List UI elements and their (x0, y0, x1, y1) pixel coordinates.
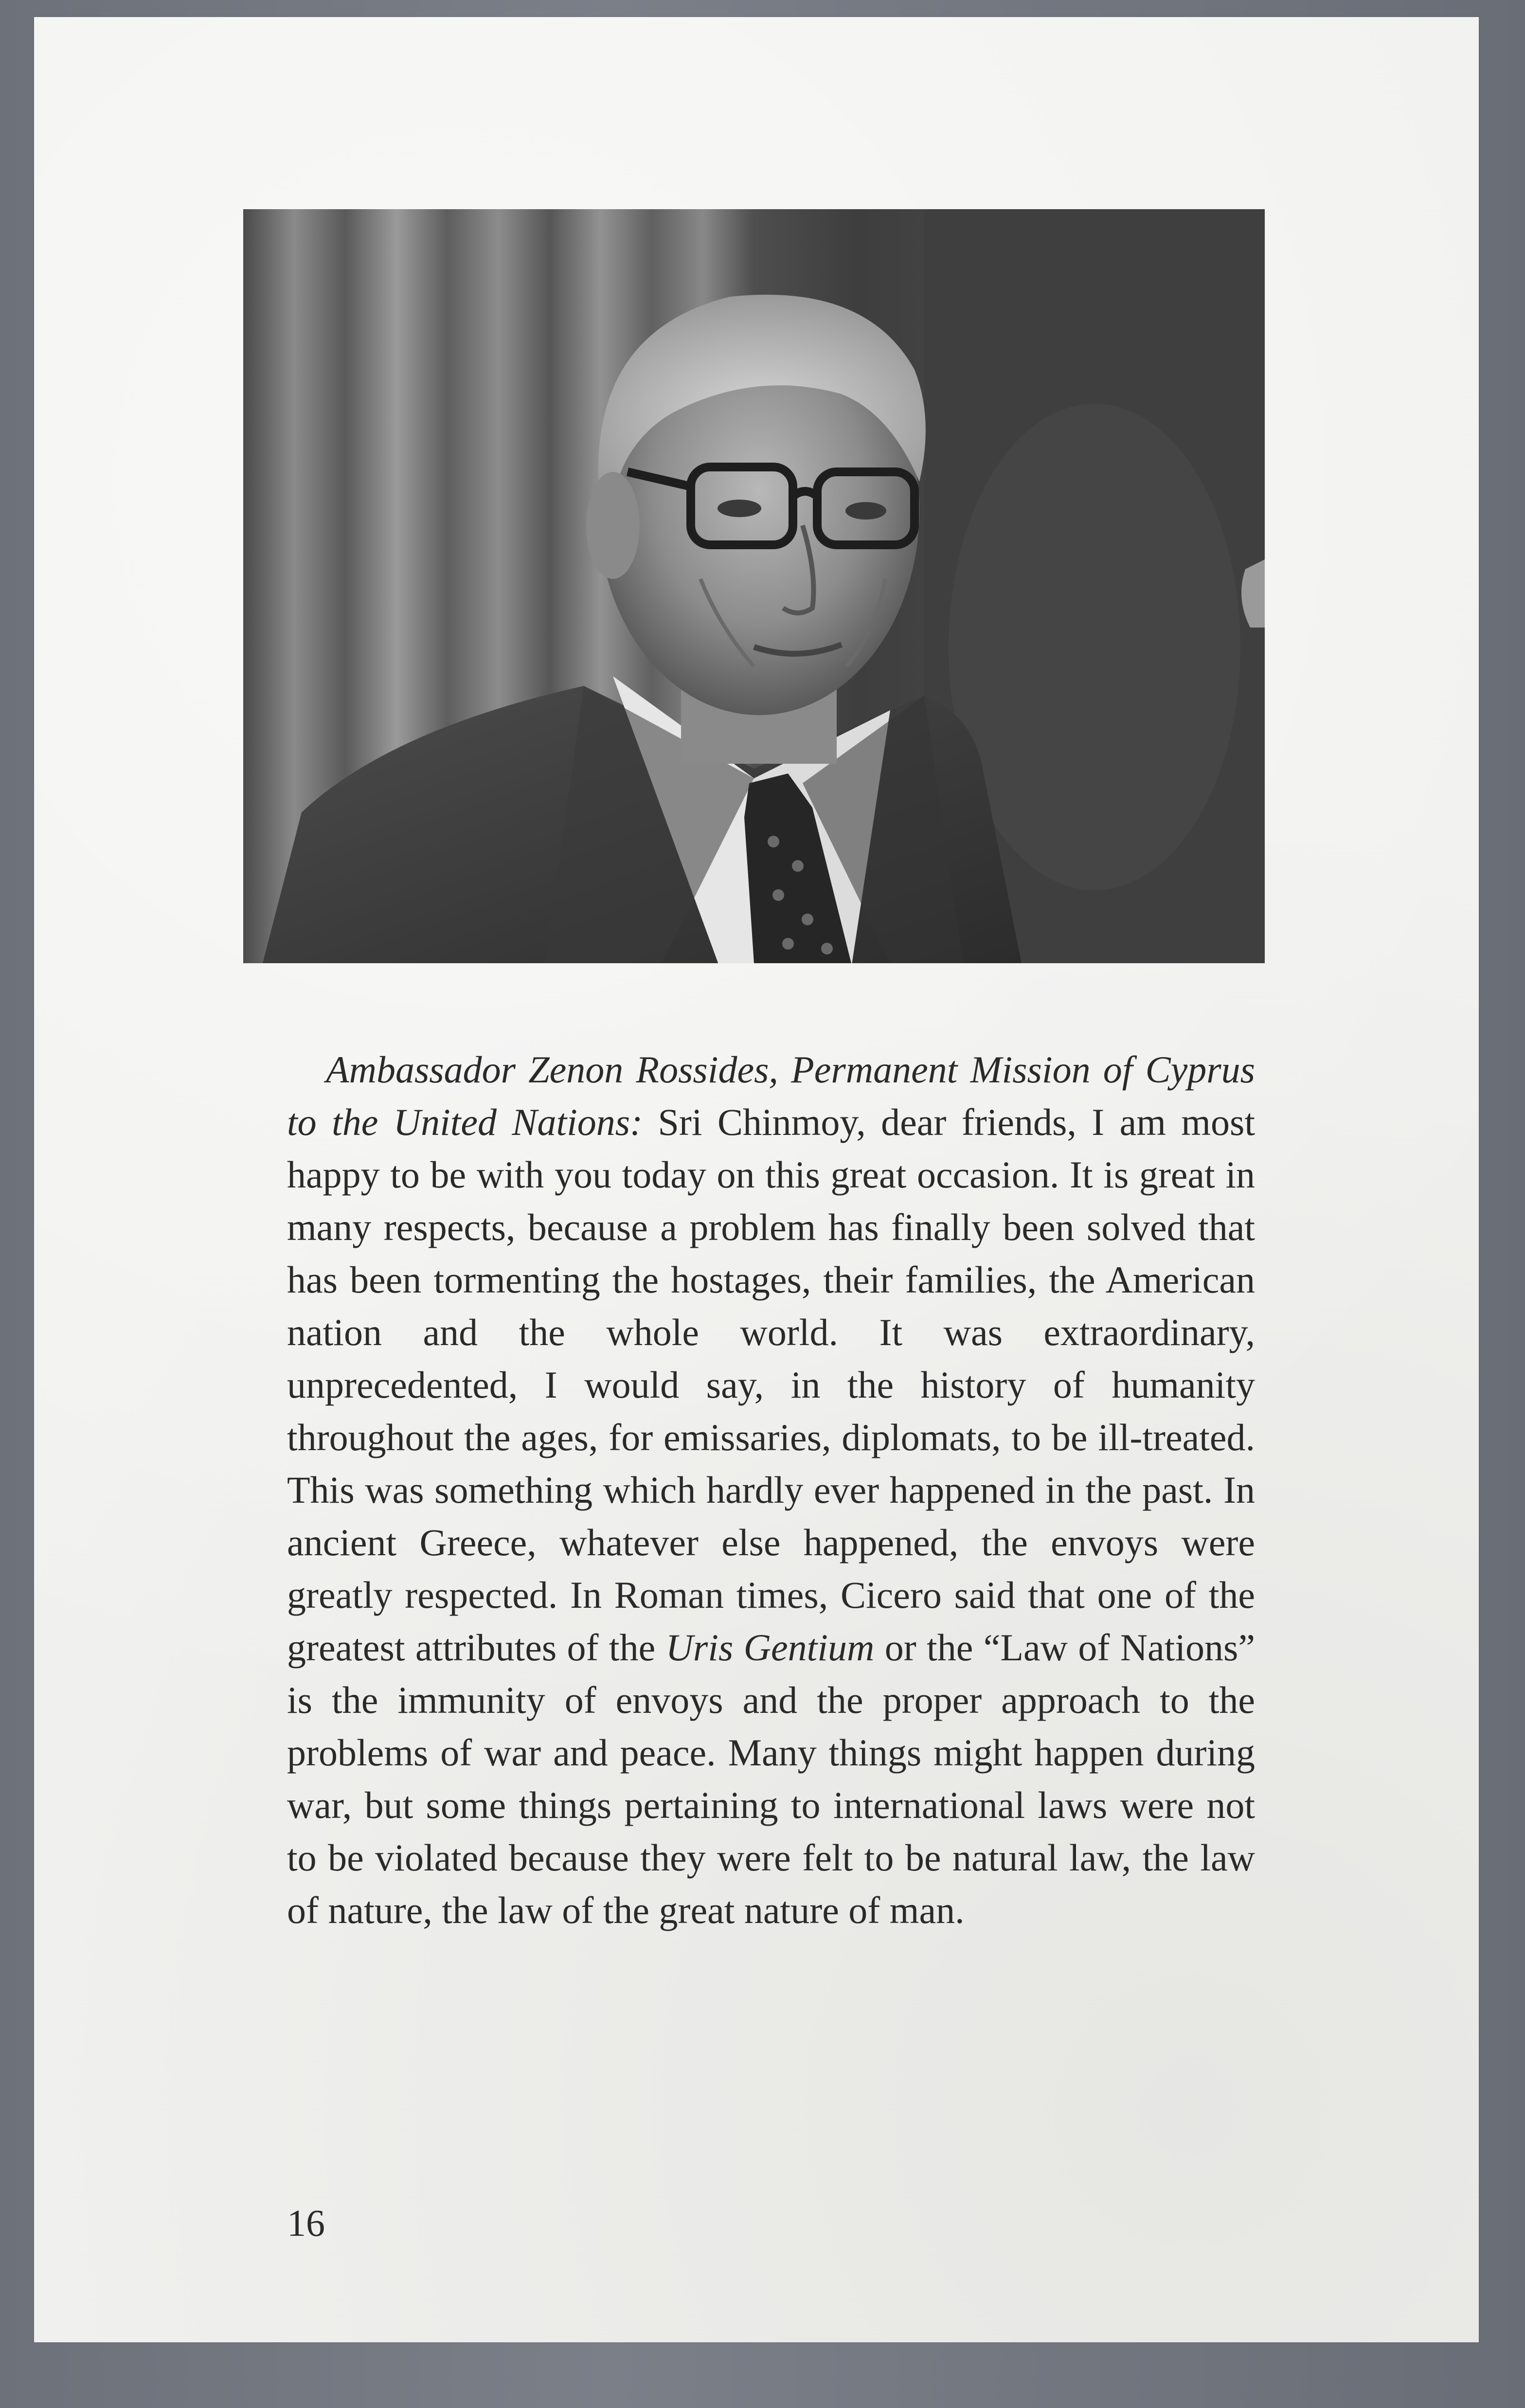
portrait-photo (243, 209, 1265, 963)
paragraph-text-part1: Sri Chinmoy, dear friends, I am most happy to be with you today on this great occasion. It is great in many respects, because a problem has finally been solved that has been tormenting the hostages, their families, the American nation and the whole world. It was extraordinary, unprecedented, I would say, in the history of humanity throughout the ages, for emissaries, diplomats, to be ill-treated. This was something which hardly ever happened in the past. In ancient Greece, whatever else happened, the envoys were greatly respected. In Roman times, Cicero said that one of the greatest attributes of the (287, 1101, 1255, 1669)
book-page (34, 17, 1479, 2342)
speech-paragraph (287, 1043, 1255, 1937)
latin-term: Uris Gentium (665, 1626, 875, 1669)
speaker-attribution: Ambassador Zenon Rossides, Permanent Mission of Cyprus to the United Nations: (287, 1048, 1255, 1143)
page-number: 16 (287, 2202, 325, 2244)
paragraph-text-part2: or the “Law of Nations” is the immunity of envoys and the proper approach to the problems of war and peace. Many things might happen during war, but some things pertaining to international laws were not to be violated because they were felt to be natural law, the law of nature, the law of the great nature of man. (287, 1626, 1255, 1931)
portrait-image (243, 209, 1265, 963)
